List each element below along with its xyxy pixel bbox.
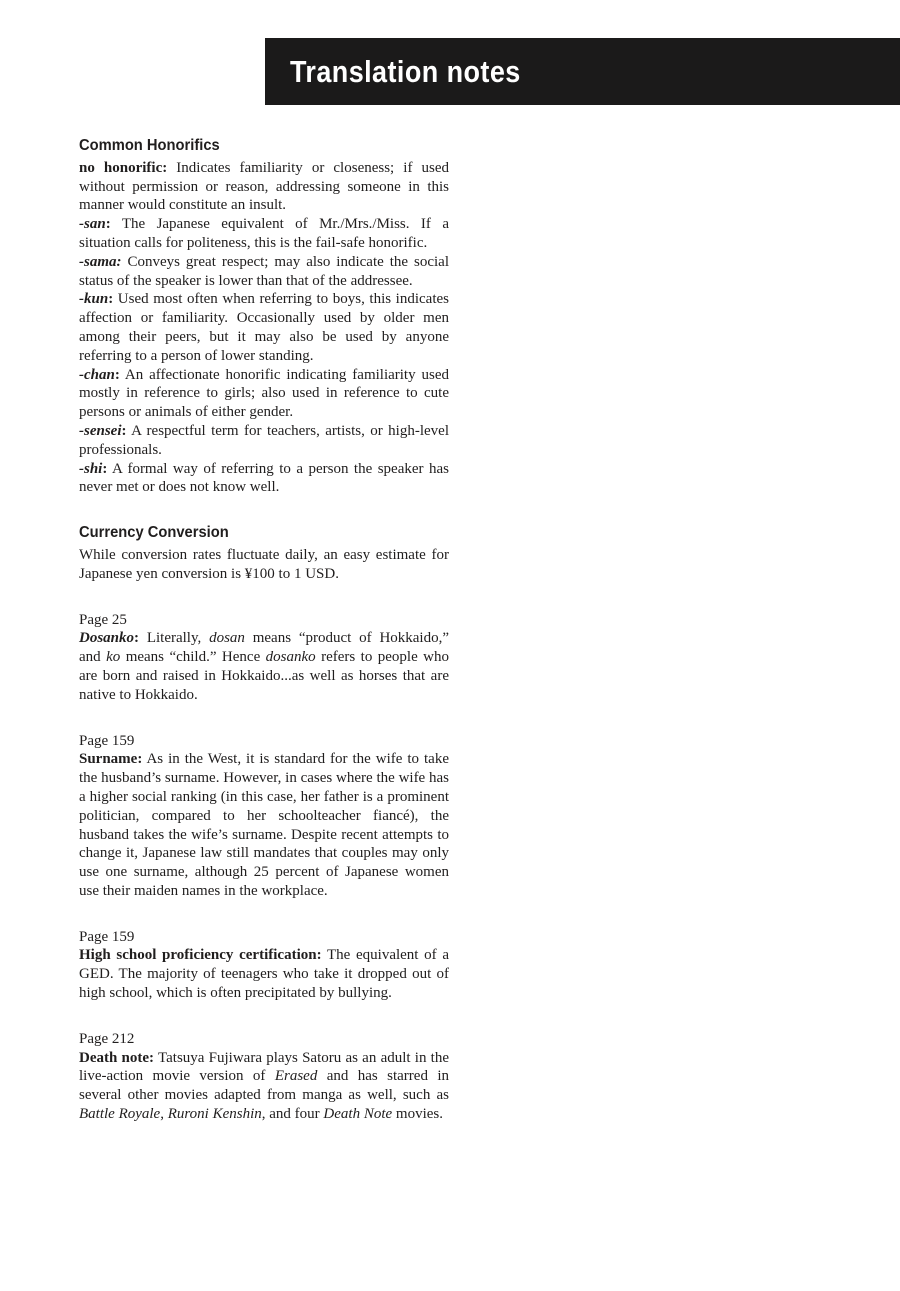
note-paragraph [79, 1049, 449, 1124]
emphasized-text: ko [106, 649, 121, 666]
emphasized-text: Death note: [79, 1049, 155, 1066]
note-paragraph [79, 422, 449, 460]
note-paragraph [79, 290, 449, 365]
body-text: While conversion rates fluctuate daily, an easy estimate for Japanese yen conversion is ¥100 to 1 USD. [79, 546, 449, 582]
emphasized-text: -kun [79, 291, 109, 308]
note-paragraph [79, 215, 449, 253]
body-text: movies. [392, 1106, 443, 1123]
body-text: A respectful term for teachers, artists, or high-level professionals. [79, 422, 449, 458]
emphasized-text: -shi [79, 460, 103, 477]
section-heading: Currency Conversion [79, 524, 229, 542]
emphasized-text: : [105, 216, 111, 233]
note-paragraph [79, 159, 449, 215]
body-text: Literally, [139, 630, 210, 647]
note-section [79, 524, 449, 583]
emphasized-text: dosanko [265, 649, 316, 666]
note-paragraph [79, 946, 449, 1002]
note-paragraph [79, 460, 449, 498]
page-reference-label: Page 212 [79, 1030, 135, 1047]
emphasized-text: High school proficiency certification: [79, 947, 322, 964]
header-bar [265, 38, 900, 105]
emphasized-text: Dosanko [79, 630, 135, 647]
section-heading: Common Honorifics [79, 137, 220, 154]
page-reference-label: Page 159 [79, 732, 135, 749]
note-paragraph [79, 253, 449, 291]
emphasized-text: Erased [274, 1068, 318, 1085]
emphasized-text: Ruroni Kenshin [167, 1106, 262, 1123]
emphasized-text: dosan [209, 630, 245, 647]
body-text: , and four [261, 1106, 324, 1123]
body-text: The Japanese equivalent of Mr./Mrs./Miss. If a situation calls for politeness, this is the fail-safe honorific. [79, 216, 449, 251]
note-section [79, 137, 449, 497]
note-section [79, 732, 449, 901]
translation-notes-content [79, 137, 449, 1151]
body-text: means “product of Hokkaido,” and [79, 630, 450, 666]
note-paragraph [79, 629, 449, 704]
emphasized-text: -san [79, 216, 106, 233]
note-section [79, 611, 449, 705]
page-reference-label: Page 159 [79, 928, 135, 945]
emphasized-text: : [134, 630, 140, 647]
body-text: Used most often when referring to boys, this indicates affection or familiarity. Occasionally used by older men among their peers, but it may also be used by anyone referring to a person of lower standing. [79, 291, 449, 364]
emphasized-text: Surname: [79, 751, 143, 768]
emphasized-text: no honorific: [79, 159, 168, 176]
body-text: An affectionate honorific indicating familiarity used mostly in reference to girls; also used in reference to cute persons or animals of either gender. [79, 366, 449, 421]
emphasized-text: Death Note [323, 1106, 393, 1123]
emphasized-text: Battle Royale [79, 1106, 161, 1123]
note-paragraph [79, 366, 449, 422]
emphasized-text: -sensei [79, 422, 122, 439]
body-text: The equivalent of a GED. The majority of teenagers who take it dropped out of high school, which is often precipitated by bullying. [79, 947, 449, 1002]
body-text: Conveys great respect; may also indicate the social status of the speaker is lower than that of the addressee. [79, 253, 449, 289]
note-paragraph [79, 750, 449, 900]
body-text: and has starred in several other movies adapted from manga as well, such as [79, 1068, 449, 1104]
emphasized-text: : [114, 366, 120, 383]
body-text: refers to people who are born and raised in Hokkaido...as well as horses that are native to Hokkaido. [79, 649, 450, 703]
body-text: A formal way of referring to a person the speaker has never met or does not know well. [79, 460, 449, 496]
body-text: As in the West, it is standard for the wife to take the husband’s surname. However, in cases where the wife has a higher social ranking (in this case, her father is a prominent politician, compared to her schoolteacher fiancé), the husband takes the wife’s surname. Despite recent attempts to change it, Japanese law still mandates that couples may only use one surname, although 25 percent of Japanese women use their maiden names in the workplace. [79, 751, 449, 899]
emphasized-text: -sama: [79, 253, 122, 270]
body-text: , [160, 1106, 168, 1123]
note-paragraph [79, 546, 449, 584]
emphasized-text: -chan [79, 366, 115, 383]
body-text: means “child.” Hence [120, 649, 266, 666]
body-text: Tatsuya Fujiwara plays Satoru as an adult in the live-action movie version of [79, 1049, 449, 1085]
note-section [79, 928, 449, 1003]
emphasized-text: : [102, 460, 108, 477]
page-reference-label: Page 25 [79, 611, 127, 628]
body-text: Indicates familiarity or closeness; if used without permission or reason, addressing someone in this manner would constitute an insult. [79, 159, 449, 214]
page-title: Translation notes [290, 53, 521, 89]
emphasized-text: : [121, 422, 127, 439]
emphasized-text: : [108, 291, 114, 308]
note-section [79, 1030, 449, 1124]
